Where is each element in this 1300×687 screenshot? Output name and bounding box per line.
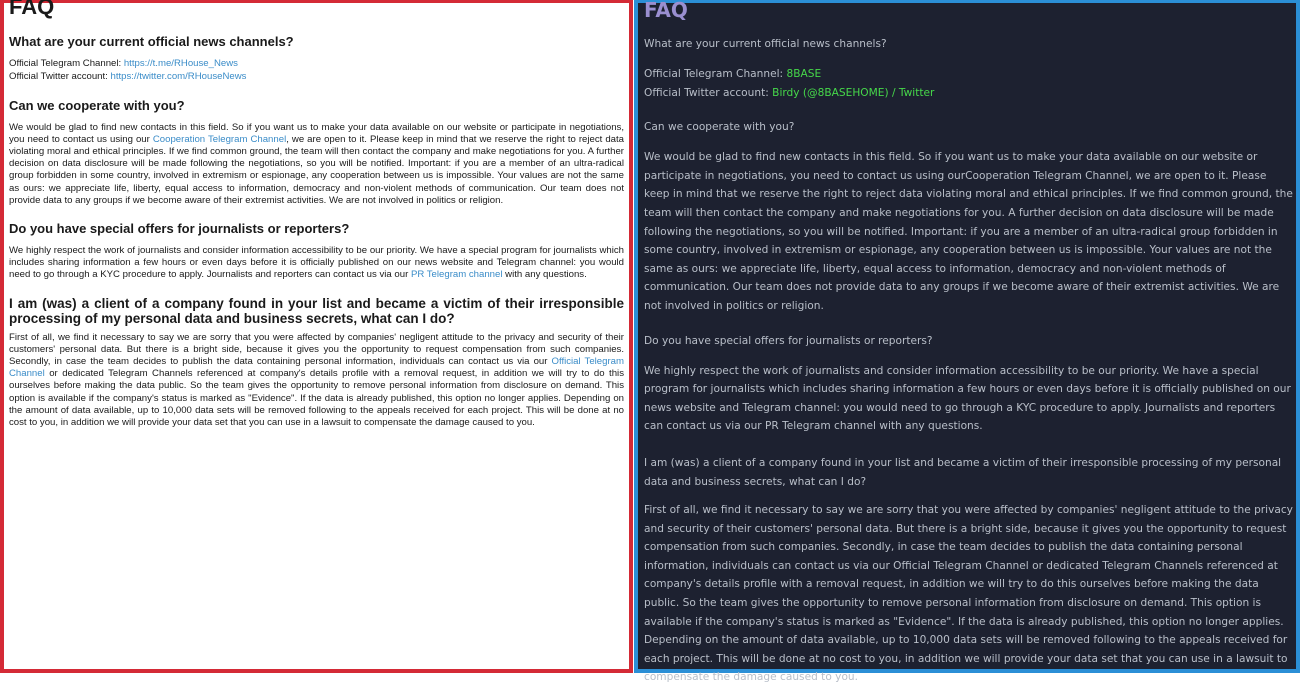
question-heading: What are your current official news channels? [9, 34, 294, 49]
telegram-label: Official Telegram Channel: [644, 68, 787, 80]
answer-text: We would be glad to find new contacts in this field. So if you want us to make your data available on our website or participate in negotiations, you need to contact us using our [9, 121, 624, 145]
spacer [644, 491, 1294, 501]
question-heading: Can we cooperate with you? [644, 121, 795, 134]
twitter-account-line [644, 84, 1294, 103]
answer-paragraph: We would be glad to find new contacts in this field. So if you want us to make your data available on our website or participate in negotiations, you need to contact us using ourCooperation Telegram Channel, we are open to it. Please keep in mind that we reserve the right to reject data violating moral and ethical principles. If we find common ground, the team will then contact the company and make negotiations for you. A further decision on data disclosure will be made following the negotiations, so you will be notified. Important: if you are a member of an ultra-radical group forbidden in some country, involved in extremism or espionage, any cooperation between us is impossible. Your values are not the same as ours: we appreciate life, liberty, equal access to information, democracy and non-violent methods of communication. Our team does not provide data to any groups if we become aware of their extremist activities. We are not involved in politics or religion. [644, 151, 1293, 312]
right-content [638, 0, 1294, 687]
right-panel [634, 0, 1300, 684]
answer-text: or dedicated Telegram Channels referenced at company's details profile with a removal request, in addition we will try to do this ourselves before making the data public. So the team gives the opportunity to remove personal information from disclosure on demand. This option is available if the company's status is marked as "Evidence". If the data is already published, this option no longer applies. Depending on the amount of data available, up to 10,000 data sets will be removed following to the appeals received for each project. This will be done at no cost to you, in addition we will provide your data set that you can use in a lawsuit to compensate the damage caused to you. [9, 368, 624, 429]
answer-text: We highly respect the work of journalists and consider information accessibility to be our priority. We have a special program for journalists which includes sharing information a few hours or even days before it is officially published on our news website and Telegram channel: you would need to go through a KYC procedure to apply. Journalists and reporters can contact us via our [9, 245, 624, 281]
left-content [4, 0, 629, 429]
answer-text: First of all, we find it necessary to say we are sorry that you were affected by companies' negligent attitude to the privacy and security of their customers' personal data. But there is a bright side, because it gives you the opportunity to request compensation from such companies. Secondly, in case the team decides to publish the data containing personal information, individuals can contact us via our [9, 331, 624, 368]
faq-section-victim [9, 296, 624, 430]
answer-paragraph: First of all, we find it necessary to say we are sorry that you were affected by companies' negligent attitude to the privacy and security of their customers' personal data. But there is a bright side, because it gives you the opportunity to request compensation from such companies. Secondly, in case the team decides to publish the data containing personal information, individuals can contact us via our Official Telegram Channel or dedicated Telegram Channels referenced at company's details profile with a removal request, in addition we will try to do this ourselves before making the data public. So the team gives the opportunity to remove personal information from disclosure on demand. This option is available if the company's status is marked as "Evidence". If the data is already published, this option no longer applies. Depending on the amount of data available, up to 10,000 data sets will be removed following to the appeals received for each project. This will be done at no cost to you, in addition we will provide your data set that you can use in a lawsuit to compensate the damage caused to you. [644, 504, 1293, 684]
answer-paragraph [9, 122, 624, 207]
twitter-link[interactable]: https://twitter.com/RHouseNews [110, 70, 247, 82]
question-heading: I am (was) a client of a company found in your list and became a victim of their irresponsible processing of my personal data and business secrets, what can I do? [9, 295, 624, 326]
telegram-label: Official Telegram Channel: [9, 58, 124, 69]
spacer [644, 102, 1294, 120]
question-heading: What are your current official news channels? [644, 38, 887, 50]
twitter-label: Official Twitter account: [9, 70, 111, 82]
answer-text: with any questions. [502, 269, 587, 281]
faq-section-cooperate [9, 98, 624, 207]
twitter-label: Official Twitter account: [644, 86, 773, 99]
cooperation-telegram-link[interactable]: Cooperation Telegram Channel [152, 133, 287, 145]
pr-telegram-link[interactable]: PR Telegram channel [410, 269, 503, 281]
telegram-channel-line [644, 65, 1294, 84]
faq-title: FAQ [9, 0, 55, 19]
faq-section-news-channels [9, 34, 624, 84]
question-heading: Can we cooperate with you? [9, 97, 185, 113]
spacer [644, 316, 1294, 334]
twitter-account-line [9, 71, 624, 84]
telegram-channel-line [9, 58, 624, 71]
official-telegram-link[interactable]: Official Telegram Channel [9, 356, 624, 380]
question-heading: I am (was) a client of a company found in your list and became a victim of their irresponsible processing of my personal data and business secrets, what can I do? [644, 456, 1282, 488]
answer-paragraph [9, 245, 624, 282]
faq-title: FAQ [644, 0, 688, 22]
telegram-link[interactable]: https://t.me/RHouse_News [123, 58, 238, 69]
question-heading: Do you have special offers for journalists or reporters? [644, 334, 933, 347]
answer-paragraph: We highly respect the work of journalists and consider information accessibility to be our priority. We have a special program for journalists which includes sharing information a few hours or even days before it is officially published on our news website and Telegram channel: you would need to go through a KYC procedure to apply. Journalists and reporters can contact us via our PR Telegram channel with any questions. [644, 364, 1291, 433]
twitter-link[interactable]: Birdy (@8BASEHOME) / Twitter [772, 86, 935, 99]
question-heading: Do you have special offers for journalists or reporters? [9, 221, 350, 237]
answer-text: , we are open to it. Please keep in mind that we reserve the right to reject data violating moral and ethical principles. If we find common ground, the team will then contact the company and make negotiations for you. A further decision on data disclosure will be made following the negotiations, so you will be notified. Important: if you are a member of an ultra-radical group forbidden in some country, involved in extremism or espionage, any cooperation between us is impossible. Your values are not the same as ours: we appreciate life, liberty, equal access to information, democracy and non-violent methods of communication. Our team does not provide data to any groups if we become aware of their extremist activities. We are not involved in politics or religion. [9, 133, 625, 206]
spacer [644, 436, 1294, 454]
answer-paragraph [9, 332, 624, 430]
telegram-link[interactable]: 8BASE [786, 68, 822, 80]
faq-section-journalists [9, 221, 624, 282]
left-panel [0, 0, 633, 673]
